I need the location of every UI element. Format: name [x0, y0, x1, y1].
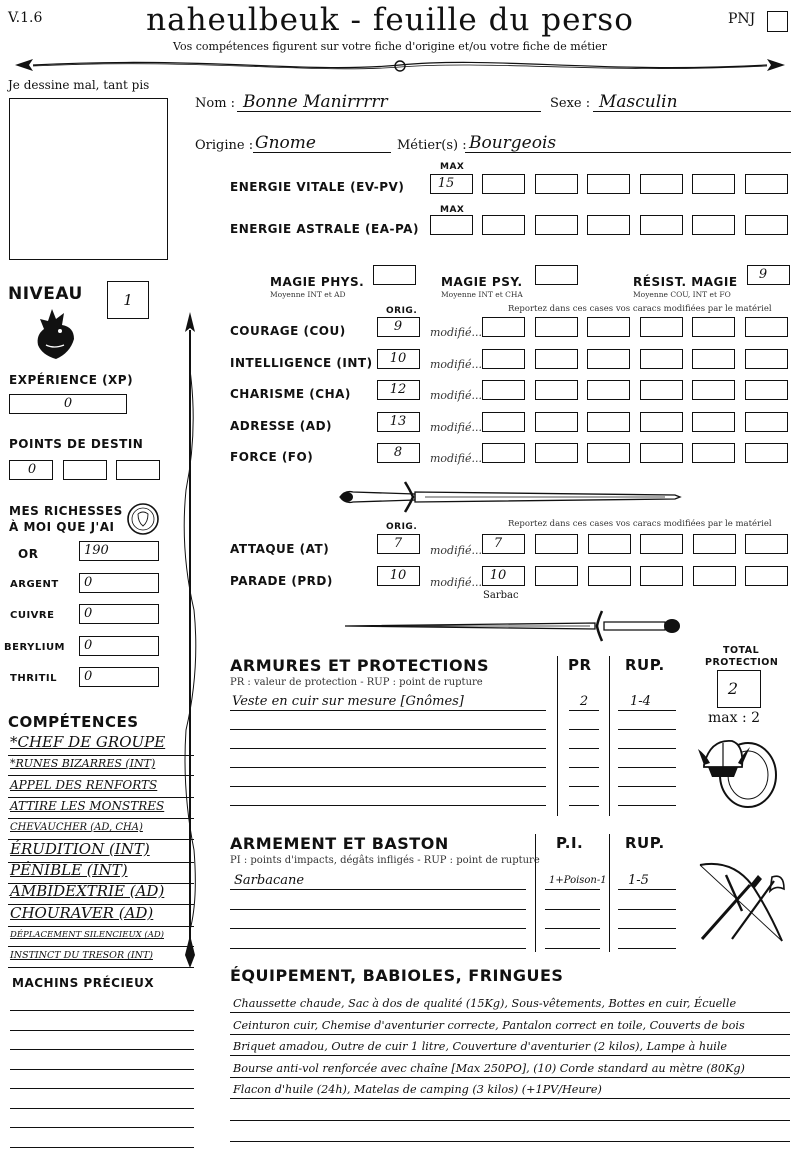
machin-line[interactable] [10, 1036, 194, 1050]
skill-line [8, 930, 194, 947]
magie-phys-box[interactable] [373, 265, 416, 285]
attribute-mod-box[interactable] [745, 349, 788, 369]
attribute-mod-box[interactable] [692, 443, 735, 463]
attribute-modifie-label: modifié... [430, 389, 482, 402]
armure-name: Veste en cuir sur mesure [Gnômes] [232, 694, 464, 709]
arme-rup-line[interactable] [618, 892, 676, 910]
attribute-value: 12 [389, 382, 407, 397]
attaque-orig-box[interactable] [377, 534, 420, 554]
attribute-mod-box[interactable] [482, 349, 525, 369]
arme-pi: 1+Poison-1 [549, 875, 607, 886]
machins-label: MACHINS PRÉCIEUX [12, 976, 155, 990]
money-value: 0 [84, 606, 93, 621]
armement-divider-2 [609, 834, 610, 952]
attribute-mod-box[interactable] [640, 317, 683, 337]
attaque-track-box[interactable] [640, 534, 683, 554]
attribute-mod-box[interactable] [745, 317, 788, 337]
resist-magie-label: RÉSIST. MAGIE [633, 275, 738, 289]
machin-line[interactable] [10, 1134, 194, 1148]
skill-line [8, 778, 194, 798]
attribute-label: FORCE (FO) [230, 450, 314, 464]
dragon-icon [30, 305, 80, 363]
money-box[interactable] [79, 541, 159, 561]
nom-value: Bonne Manirrrrr [243, 92, 388, 112]
attribute-mod-box[interactable] [640, 412, 683, 432]
parade-orig-box[interactable] [377, 566, 420, 586]
skill-item: CHEVAUCHER (AD, CHA) [10, 822, 143, 833]
machin-line[interactable] [10, 1114, 194, 1128]
total-protection-label-2: PROTECTION [705, 657, 779, 668]
arme-name-line[interactable] [230, 911, 526, 929]
xp-label: EXPÉRIENCE (XP) [9, 373, 134, 387]
money-box[interactable] [79, 636, 159, 656]
armure-pr-line[interactable] [569, 712, 599, 730]
ev-track-box[interactable] [535, 174, 578, 194]
sword-divider-1 [335, 478, 685, 516]
money-label: OR [18, 547, 39, 561]
armure-rup: 1-4 [630, 694, 651, 709]
attribute-modifie-label: modifié... [430, 326, 482, 339]
money-value: 190 [84, 543, 109, 558]
ea-max-box[interactable] [430, 215, 473, 235]
total-protection-value: 2 [727, 679, 739, 698]
attribute-value: 13 [389, 413, 407, 429]
armement-rup-header: RUP. [625, 834, 665, 852]
ev-track-box[interactable] [587, 174, 630, 194]
parade-value: 10 [389, 568, 407, 583]
equipement-text: Ceinturon cuir, Chemise d'aventurier correcte, Pantalon correct en toile, Couverts de bois [233, 1018, 745, 1032]
attribute-orig-box[interactable] [377, 349, 420, 369]
destin-label: POINTS DE DESTIN [9, 437, 144, 451]
equipement-line[interactable] [230, 1123, 790, 1142]
money-label: CUIVRE [10, 610, 55, 621]
parade-track-box[interactable] [745, 566, 788, 586]
armure-rup-line[interactable] [618, 769, 676, 787]
attaque-label: ATTAQUE (AT) [230, 542, 330, 556]
attribute-mod-box[interactable] [587, 317, 630, 337]
attribute-mod-box[interactable] [587, 380, 630, 400]
attribute-value: 10 [389, 350, 407, 366]
attribute-mod-box[interactable] [692, 349, 735, 369]
armure-name-line[interactable] [230, 788, 546, 806]
page-subtitle: Vos compétences figurent sur votre fiche d'origine et/ou votre fiche de métier [173, 40, 607, 53]
magie-psy-label: MAGIE PSY. [441, 275, 523, 289]
pnj-label: PNJ [728, 11, 756, 27]
portrait-box[interactable] [9, 98, 168, 260]
attribute-orig-box[interactable] [377, 443, 420, 463]
coin-icon [126, 502, 160, 536]
equipement-line[interactable] [230, 1145, 790, 1152]
arme-rup: 1-5 [628, 873, 649, 888]
sexe-label: Sexe : [550, 96, 591, 111]
attribute-mod-box[interactable] [640, 349, 683, 369]
armement-divider-1 [535, 834, 536, 952]
portrait-caption: Je dessine mal, tant pis [8, 78, 150, 92]
equipement-text: Bourse anti-vol renforcée avec chaîne [Max 250PO], (10) Corde standard au mètre (80Kg) [233, 1061, 745, 1075]
attribute-value: 9 [393, 319, 403, 334]
money-label: BERYLIUM [4, 641, 66, 653]
origine-field[interactable] [253, 133, 391, 153]
niveau-value: 1 [123, 291, 133, 309]
attribute-mod-box[interactable] [745, 380, 788, 400]
parade-track-box[interactable] [535, 566, 578, 586]
attribute-orig-box[interactable] [377, 380, 420, 400]
combat-orig-label: ORIG. [386, 522, 418, 532]
attribute-modifie-label: modifié... [430, 420, 482, 434]
arme-name-line[interactable] [230, 931, 526, 949]
ea-track-box[interactable] [587, 215, 630, 235]
skill-item: ATTIRE LES MONSTRES [10, 799, 165, 813]
version-label: V.1.6 [8, 10, 43, 26]
skill-line [8, 882, 194, 905]
attribute-mod-box[interactable] [692, 412, 735, 432]
destin-box-1[interactable] [9, 460, 53, 480]
arme-name-line[interactable] [230, 892, 526, 910]
destin-box-2[interactable] [63, 460, 107, 480]
money-value: 0 [84, 574, 93, 590]
total-protection-label-1: TOTAL [723, 645, 760, 656]
equipement-text: Flacon d'huile (24h), Matelas de camping (3 kilos) (+1PV/Heure) [233, 1083, 602, 1096]
armure-pr-line[interactable] [569, 788, 599, 806]
money-label: ARGENT [10, 578, 59, 590]
machin-line[interactable] [10, 1075, 194, 1089]
attribute-mod-box[interactable] [692, 380, 735, 400]
arme-pi-line[interactable] [545, 892, 600, 910]
attaque-track-box[interactable] [745, 534, 788, 554]
skill-line [8, 757, 194, 776]
attribute-mod-box[interactable] [745, 412, 788, 432]
money-box[interactable] [79, 667, 159, 687]
attribute-modifie-label: modifié... [430, 452, 482, 465]
skill-item: *CHEF DE GROUPE [10, 733, 166, 751]
attribute-mod-box[interactable] [745, 443, 788, 463]
skill-item: DÉPLACEMENT SILENCIEUX (AD) [10, 930, 164, 940]
resist-magie-value: 9 [758, 267, 768, 282]
arme-pi-line[interactable] [545, 911, 600, 929]
attr-report-note: Reportez dans ces cases vos caracs modifiées par le matériel [508, 304, 772, 314]
machin-line[interactable] [10, 997, 194, 1011]
skill-line [8, 822, 194, 840]
spear-divider [5, 54, 795, 76]
arme-name: Sarbacane [234, 873, 305, 888]
destin-value: 0 [27, 462, 37, 477]
armement-note: PI : points d'impacts, dégâts infligés - RUP : point de rupture [230, 855, 540, 866]
ev-track-box[interactable] [745, 174, 788, 194]
magie-psy-box[interactable] [535, 265, 578, 285]
armure-rup-line[interactable] [618, 750, 676, 768]
money-value: 0 [84, 637, 93, 653]
parade-mod-value: 10 [489, 568, 507, 583]
attaque-modifie-label: modifié... [430, 544, 482, 557]
skill-line [8, 840, 194, 863]
attribute-mod-box[interactable] [535, 412, 578, 432]
origine-label: Origine : [195, 138, 254, 153]
ev-label: ENERGIE VITALE (EV-PV) [230, 180, 405, 194]
total-protection-box[interactable] [717, 670, 761, 708]
armement-pi-header: P.I. [556, 834, 584, 852]
attribute-mod-box[interactable] [535, 443, 578, 463]
armure-name-line[interactable] [230, 712, 546, 730]
attribute-mod-box[interactable] [640, 380, 683, 400]
ev-max-label: MAX [440, 162, 465, 172]
attribute-orig-box[interactable] [377, 412, 420, 432]
niveau-box[interactable] [107, 281, 149, 319]
machin-line[interactable] [10, 1095, 194, 1109]
resist-magie-note: Moyenne COU, INT et FO [633, 290, 731, 299]
armure-pr-line[interactable] [569, 731, 599, 749]
parade-track-box[interactable] [588, 566, 631, 586]
origine-value: Gnome [255, 133, 316, 153]
skill-line [8, 861, 194, 884]
skill-item: INSTINCT DU TRESOR (INT) [10, 950, 153, 961]
page-title: naheulbeuk - feuille du perso [146, 2, 634, 38]
money-box[interactable] [79, 573, 159, 593]
attaque-track-box[interactable] [535, 534, 578, 554]
attribute-mod-box[interactable] [482, 412, 525, 432]
sexe-value: Masculin [599, 92, 678, 112]
money-value: 0 [84, 669, 93, 684]
combat-report-note: Reportez dans ces cases vos caracs modifiées par le matériel [508, 519, 772, 529]
attribute-value: 8 [393, 445, 403, 460]
ea-track-box[interactable] [692, 215, 735, 235]
machin-line[interactable] [10, 1056, 194, 1070]
armures-note: PR : valeur de protection - RUP : point de rupture [230, 677, 483, 688]
magie-psy-note: Moyenne INT et CHA [441, 290, 523, 299]
skill-line [8, 904, 194, 927]
attribute-mod-box[interactable] [535, 317, 578, 337]
ea-label: ENERGIE ASTRALE (EA-PA) [230, 222, 419, 236]
armure-pr: 2 [579, 694, 589, 709]
combat-mod-note: Sarbac [483, 590, 519, 601]
skill-item: ÉRUDITION (INT) [10, 840, 150, 858]
money-box[interactable] [79, 604, 159, 624]
magie-phys-label: MAGIE PHYS. [270, 275, 365, 289]
max-protection-label: max : 2 [708, 710, 761, 726]
metier-label: Métier(s) : [397, 138, 467, 153]
armures-divider-1 [557, 656, 558, 816]
attribute-mod-box[interactable] [692, 317, 735, 337]
destin-box-3[interactable] [116, 460, 160, 480]
helmet-shield-icon [690, 725, 790, 815]
attribute-mod-box[interactable] [482, 380, 525, 400]
armures-rup-header: RUP. [625, 656, 665, 674]
armure-name-line[interactable] [230, 750, 546, 768]
ev-track-box[interactable] [692, 174, 735, 194]
parade-track-box[interactable] [640, 566, 683, 586]
equipement-text: Chaussette chaude, Sac à dos de qualité (15Kg), Sous-vêtements, Bottes en cuir, Écuelle [233, 997, 737, 1010]
pnj-checkbox[interactable] [767, 11, 788, 32]
attr-orig-label: ORIG. [386, 306, 418, 316]
attribute-label: CHARISME (CHA) [230, 387, 351, 401]
parade-mod-box[interactable] [482, 566, 525, 586]
parade-modifie-label: modifié... [430, 576, 482, 589]
equipement-title: ÉQUIPEMENT, BABIOLES, FRINGUES [230, 966, 564, 985]
attribute-mod-box[interactable] [535, 380, 578, 400]
attaque-mod-value: 7 [493, 536, 503, 551]
resist-magie-box[interactable] [747, 265, 790, 285]
attribute-label: COURAGE (COU) [230, 324, 346, 338]
parade-label: PARADE (PRD) [230, 574, 333, 588]
skill-item: PÉNIBLE (INT) [10, 861, 128, 879]
nom-label: Nom : [195, 96, 236, 111]
equipement-line[interactable] [230, 1102, 790, 1121]
weapons-icon [692, 855, 788, 945]
armures-title: ARMURES ET PROTECTIONS [230, 656, 489, 675]
ev-track-box[interactable] [640, 174, 683, 194]
nom-field[interactable] [237, 92, 541, 112]
niveau-label: NIVEAU [8, 284, 83, 304]
arme-rup-line[interactable] [618, 931, 676, 949]
skill-item: *RUNES BIZARRES (INT) [10, 757, 156, 770]
competences-label: COMPÉTENCES [8, 713, 139, 731]
equipement-text: Briquet amadou, Outre de cuir 1 litre, Couverture d'aventurier (2 kilos), Lampe à huile [233, 1040, 728, 1053]
ea-track-box[interactable] [745, 215, 788, 235]
arme-pi-line[interactable] [545, 931, 600, 949]
attribute-mod-box[interactable] [482, 443, 525, 463]
attaque-value: 7 [393, 536, 403, 551]
skill-line [8, 950, 194, 968]
ev-track-box[interactable] [482, 174, 525, 194]
sword-divider-2 [340, 608, 685, 644]
ea-track-box[interactable] [482, 215, 525, 235]
ev-value: 15 [437, 176, 455, 191]
xp-value: 0 [63, 396, 73, 411]
attribute-mod-box[interactable] [535, 349, 578, 369]
armement-title: ARMEMENT ET BASTON [230, 834, 449, 853]
attribute-mod-box[interactable] [587, 412, 630, 432]
armures-divider-2 [609, 656, 610, 816]
skill-line [8, 733, 194, 756]
attaque-track-box[interactable] [693, 534, 736, 554]
parade-track-box[interactable] [693, 566, 736, 586]
attaque-track-box[interactable] [588, 534, 631, 554]
skill-item: CHOURAVER (AD) [10, 904, 154, 922]
armure-name-line[interactable] [230, 731, 546, 749]
attribute-label: ADRESSE (AD) [230, 418, 333, 433]
richesses-label-2: À MOI QUE J'AI [9, 520, 115, 534]
armure-rup-line[interactable] [618, 731, 676, 749]
skill-item: AMBIDEXTRIE (AD) [10, 882, 165, 900]
armure-rup-line[interactable] [618, 712, 676, 730]
skill-item: APPEL DES RENFORTS [10, 778, 158, 792]
skill-line [8, 799, 194, 819]
attribute-label: INTELLIGENCE (INT) [230, 355, 373, 370]
armures-pr-header: PR [568, 656, 592, 674]
armure-pr-line[interactable] [569, 750, 599, 768]
attribute-orig-box[interactable] [377, 317, 420, 337]
ev-max-box[interactable] [430, 174, 473, 194]
ea-track-box[interactable] [535, 215, 578, 235]
magie-phys-note: Moyenne INT et AD [270, 290, 346, 299]
attaque-mod-box[interactable] [482, 534, 525, 554]
metier-field[interactable] [465, 133, 791, 153]
armure-pr-line[interactable] [569, 769, 599, 787]
attribute-mod-box[interactable] [587, 349, 630, 369]
xp-box[interactable] [9, 394, 127, 414]
money-label: THRITIL [10, 673, 58, 684]
machin-line[interactable] [10, 1017, 194, 1031]
attribute-modifie-label: modifié... [430, 357, 482, 371]
richesses-label-1: MES RICHESSES [9, 504, 123, 518]
armure-name-line[interactable] [230, 769, 546, 787]
attribute-mod-box[interactable] [482, 317, 525, 337]
arme-rup-line[interactable] [618, 911, 676, 929]
metier-value: Bourgeois [469, 133, 557, 153]
attribute-mod-box[interactable] [587, 443, 630, 463]
ea-max-label: MAX [440, 205, 465, 215]
armure-rup-line[interactable] [618, 788, 676, 806]
ea-track-box[interactable] [640, 215, 683, 235]
sexe-field[interactable] [593, 92, 791, 112]
attribute-mod-box[interactable] [640, 443, 683, 463]
